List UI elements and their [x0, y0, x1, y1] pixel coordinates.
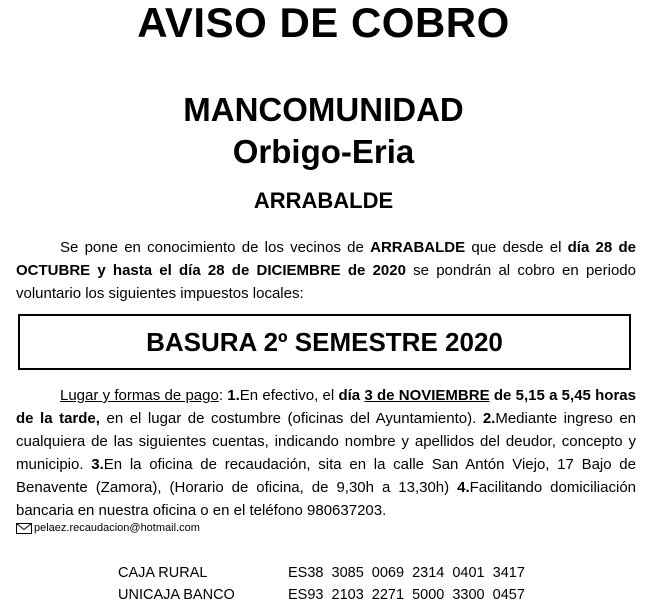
payment-step-number: 1.	[227, 387, 240, 404]
envelope-icon	[16, 523, 32, 534]
payment-day: día	[338, 387, 365, 404]
payment-text: En la oficina de recaudación, sita en la calle San Antón Viejo, 17 Bajo de Benavente (Zamora), (Horario de oficina, de 9,30h a 13,30h)	[16, 456, 636, 496]
town-name: ARRABALDE	[253, 188, 394, 213]
payment-date: 3 de NOVIEMBRE	[364, 387, 490, 404]
bank-name: CAJA RURAL	[118, 565, 208, 581]
payment-text: Mediante ingreso en cualquiera de las siguientes cuentas, indicando nombre y apellidos del deudor, concepto y municipio.	[16, 410, 636, 473]
organization-name: MANCOMUNIDAD	[183, 91, 464, 128]
page-title: AVISO DE COBRO	[137, 0, 510, 46]
payment-step-number: 3.	[91, 456, 104, 473]
payment-step-number: 4.	[457, 479, 470, 496]
notice-dates: día 28 de OCTUBRE y hasta el día 28 de DICIEMBRE de 2020	[16, 239, 636, 279]
notice-text: que desde el	[465, 239, 568, 256]
notice-paragraph	[16, 236, 636, 305]
payment-text: en el lugar de costumbre (oficinas del Ayuntamiento).	[99, 410, 483, 427]
payment-heading: Lugar y formas de pago	[60, 387, 219, 404]
organization-subtitle: Orbigo-Eria	[232, 133, 415, 170]
tax-label: BASURA 2º SEMESTRE 2020	[146, 326, 503, 357]
notice-town: ARRABALDE	[370, 239, 466, 256]
bank-iban: ES93 2103 2271 5000 3300 0457	[288, 587, 525, 603]
bank-iban: ES38 3085 0069 2314 0401 3417	[288, 565, 525, 581]
email-address[interactable]: pelaez.recaudacion@hotmail.com	[34, 522, 200, 534]
bank-name: UNICAJA BANCO	[118, 587, 235, 603]
notice-text: Se pone en conocimiento de los vecinos de	[60, 239, 371, 256]
payment-paragraph	[16, 384, 636, 522]
notice-text: se pondrán al cobro en periodo voluntario los siguientes impuestos locales:	[16, 262, 636, 302]
payment-hours: de 5,15 a 5,45 horas de la tarde,	[16, 387, 636, 427]
tax-box	[18, 314, 631, 370]
payment-colon: :	[218, 387, 228, 404]
payment-text: Facilitando domiciliación bancaria en nuestra oficina o en el teléfono 980637203.	[16, 479, 637, 519]
email-row	[16, 519, 200, 537]
payment-text: En efectivo, el	[239, 387, 339, 404]
payment-step-number: 2.	[482, 410, 496, 427]
